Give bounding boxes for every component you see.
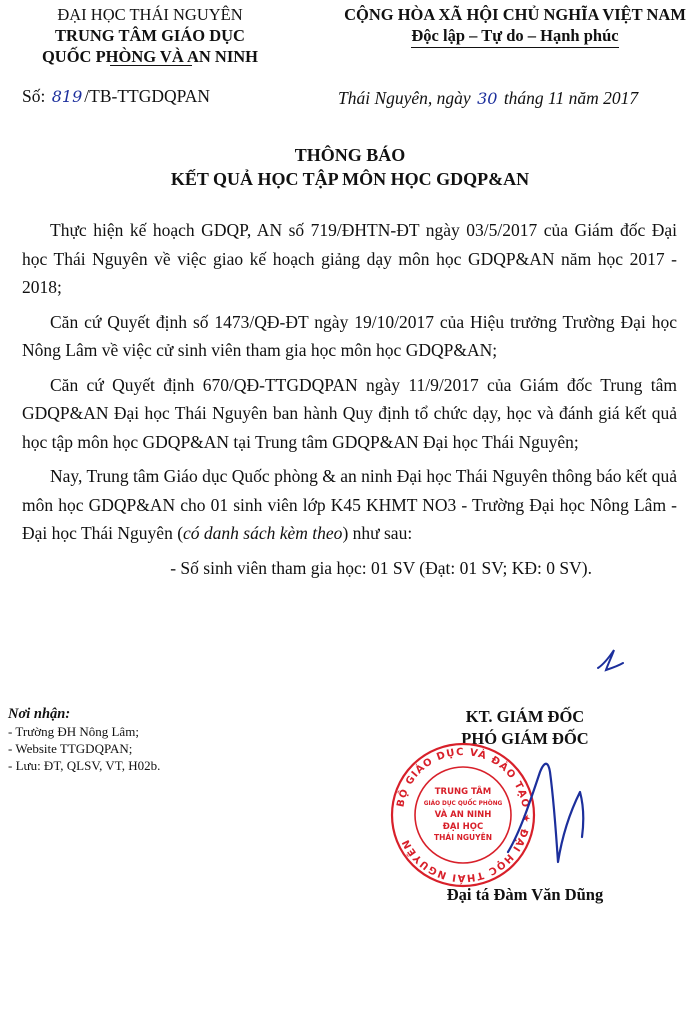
signature-line1: KT. GIÁM ĐỐC <box>465 707 585 726</box>
title-line1: THÔNG BÁO <box>294 145 406 165</box>
doc-number-suffix: /TB-TTGDQPAN <box>84 86 211 106</box>
recipients-title: Nơi nhận: <box>8 706 71 722</box>
seal-inner-line3: VÀ AN NINH <box>434 810 492 820</box>
paragraph-1: Thực hiện kế hoạch GDQP, AN số 719/ĐHTN-ĐT ngày 03/5/2017 của Giám đốc Đại học Thái Nguyên về việc giao kế hoạch giảng dạy môn học GDQP&AN năm học 2017 - 2018; <box>22 220 677 297</box>
doc-number-prefix: Số: <box>22 86 46 106</box>
paragraph-4-main: Nay, Trung tâm Giáo dục Quốc phòng & an ninh Đại học Thái Nguyên thông báo kết quả môn học GDQP&AN cho 01 sinh viên lớp K45 KHMT NO3 - Trường Đại học Nông Lâm - Đại học Thái Nguyên ( <box>22 466 677 543</box>
paragraph-4-italic: có danh sách kèm theo <box>183 523 343 543</box>
recipient-item: - Trường ĐH Nông Lâm; <box>8 724 139 739</box>
paragraph-2: Căn cứ Quyết định số 1473/QĐ-ĐT ngày 19/10/2017 của Hiệu trưởng Trường Đại học Nông Lâm về việc cử sinh viên tham gia học môn học GDQP&AN; <box>22 311 677 360</box>
document-title <box>0 143 700 191</box>
paragraph-3: Căn cứ Quyết định 670/QĐ-TTGDQPAN ngày 11/9/2017 của Giám đốc Trung tâm GDQP&AN Đại học Thái Nguyên ban hành Quy định tổ chức dạy, học và đánh giá kết quả học tập môn học GDQP&AN tại Trung tâm GDQP&AN Đại học Thái Nguyên; <box>22 374 677 452</box>
document-date <box>338 88 638 109</box>
seal-inner-line2: GIÁO DỤC QUỐC PHÒNG <box>423 801 503 807</box>
seal-outer-text: BỘ GIÁO DỤC VÀ ĐÀO TẠO ★ ĐẠI HỌC THÁI NGUYÊN <box>395 746 532 884</box>
student-count-line: - Số sinh viên tham gia học: 01 SV (Đạt: 01 SV; KĐ: 0 SV). <box>170 557 592 578</box>
org-underline <box>110 65 192 66</box>
recipients-block <box>8 706 160 774</box>
seal-inner-line4: ĐẠI HỌC <box>442 822 484 832</box>
date-day-handwritten: 30 <box>477 89 498 108</box>
recipient-item: - Website TTGDQPAN; <box>8 741 133 756</box>
nation-line1: CỘNG HÒA XÃ HỘI CHỦ NGHĨA VIỆT NAM <box>344 5 686 24</box>
issuing-organization <box>0 4 300 67</box>
handwritten-check-mark <box>594 648 624 674</box>
doc-number-handwritten: 819 <box>51 87 83 106</box>
document-number <box>22 86 210 107</box>
paragraph-4 <box>22 462 677 548</box>
org-line2: TRUNG TÂM GIÁO DỤC <box>55 26 245 45</box>
nation-motto: Độc lập – Tự do – Hạnh phúc <box>411 25 618 48</box>
signature-line2: PHÓ GIÁM ĐỐC <box>461 729 589 748</box>
title-line2: KẾT QUẢ HỌC TẬP MÔN HỌC GDQP&AN <box>170 169 530 189</box>
recipient-item: - Lưu: ĐT, QLSV, VT, H02b. <box>8 758 161 773</box>
seal-inner-line1: TRUNG TÂM <box>434 787 492 797</box>
document-body <box>22 216 677 588</box>
org-line3: QUỐC PHÒNG VÀ AN NINH <box>41 47 259 66</box>
signer-name: Đại tá Đàm Văn Dũng <box>446 885 604 904</box>
date-suffix: tháng 11 năm 2017 <box>503 88 639 108</box>
date-prefix: Thái Nguyên, ngày <box>338 88 471 108</box>
org-line1: ĐẠI HỌC THÁI NGUYÊN <box>57 5 243 24</box>
national-header <box>330 4 700 48</box>
paragraph-4-end: ) như sau: <box>342 523 413 543</box>
handwritten-signature <box>500 752 590 872</box>
seal-inner-line5: THÁI NGUYÊN <box>434 833 492 842</box>
